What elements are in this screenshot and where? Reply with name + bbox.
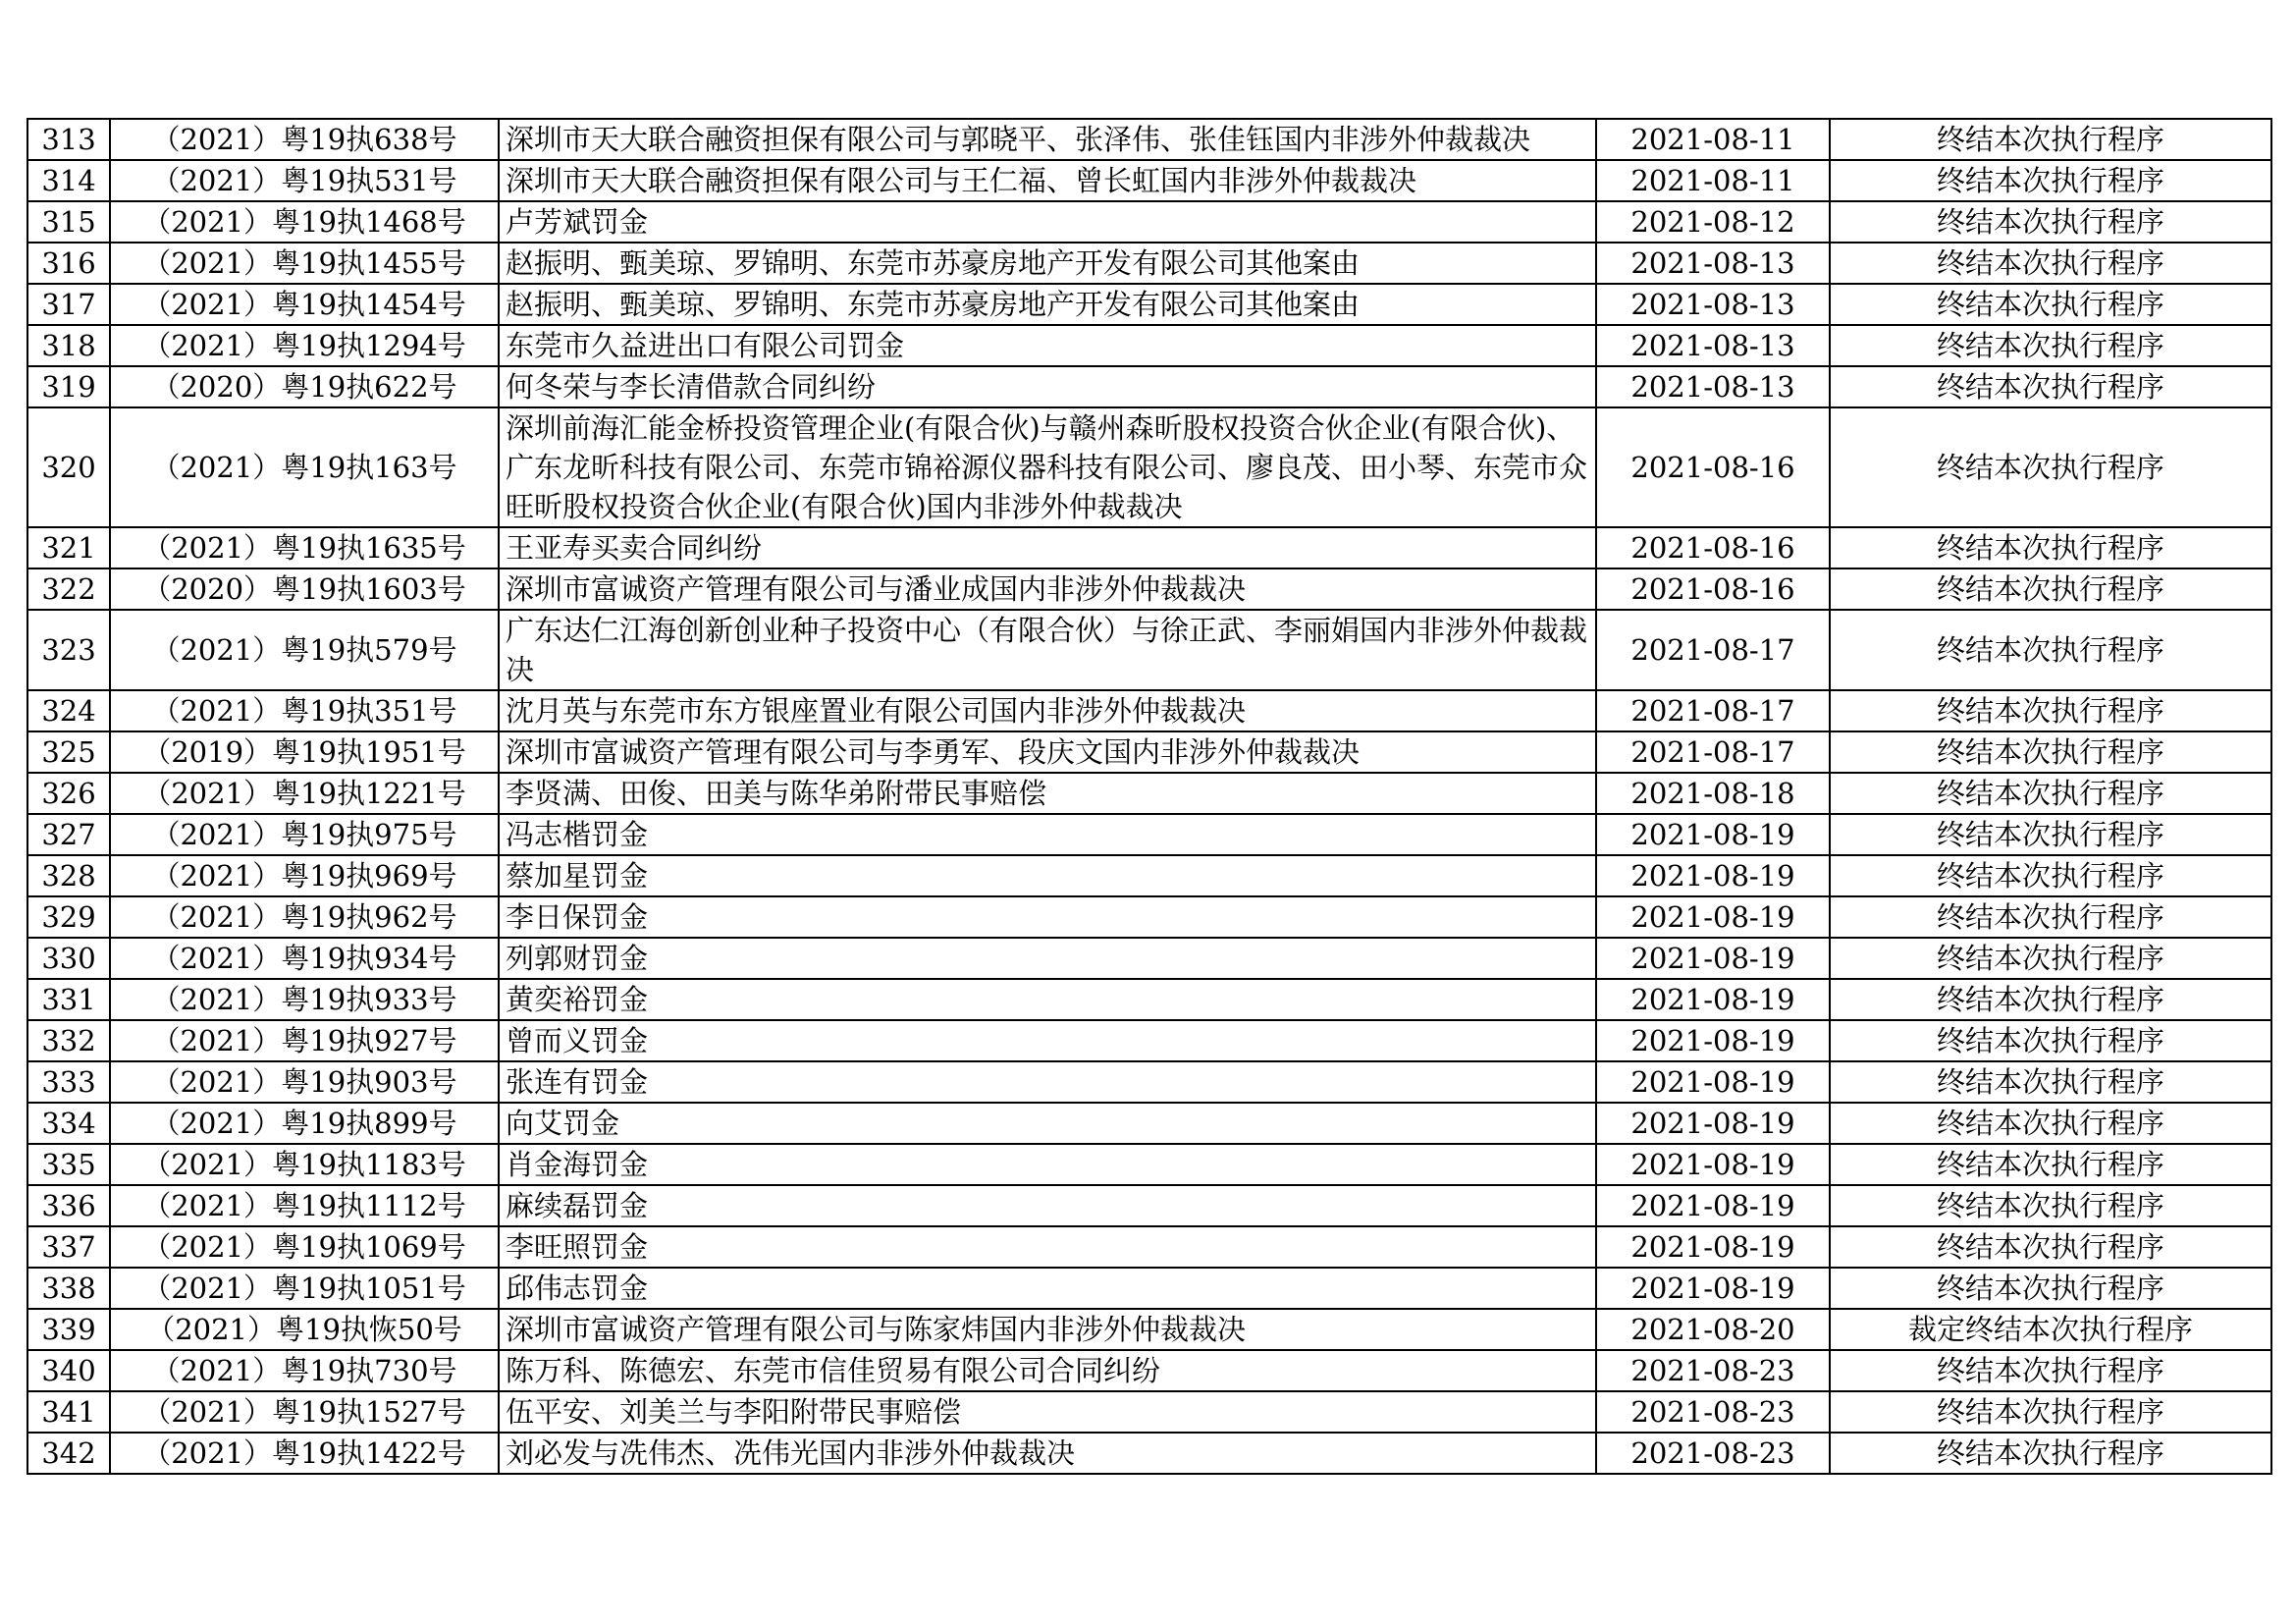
- closing-date: 2021-08-19: [1596, 1144, 1830, 1185]
- row-number: 335: [27, 1144, 110, 1185]
- closing-date: 2021-08-23: [1596, 1391, 1830, 1433]
- case-number: （2021）粤19执1069号: [110, 1226, 499, 1268]
- case-parties: 东莞市久益进出口有限公司罚金: [499, 325, 1596, 366]
- closing-date: 2021-08-19: [1596, 1226, 1830, 1268]
- closing-date: 2021-08-12: [1596, 201, 1830, 243]
- table-row: [27, 568, 2271, 610]
- case-parties: 李日保罚金: [499, 896, 1596, 938]
- row-number: 331: [27, 979, 110, 1020]
- closing-date: 2021-08-18: [1596, 773, 1830, 814]
- closing-result: 终结本次执行程序: [1830, 160, 2271, 201]
- row-number: 319: [27, 366, 110, 407]
- case-number: （2021）粤19执933号: [110, 979, 499, 1020]
- case-parties: 冯志楷罚金: [499, 814, 1596, 855]
- closing-date: 2021-08-19: [1596, 855, 1830, 896]
- closing-result: 终结本次执行程序: [1830, 855, 2271, 896]
- table-row: [27, 731, 2271, 773]
- case-number: （2021）粤19执1468号: [110, 201, 499, 243]
- case-parties: 广东达仁江海创新创业种子投资中心（有限合伙）与徐正武、李丽娟国内非涉外仲裁裁决: [499, 610, 1596, 690]
- closing-date: 2021-08-16: [1596, 527, 1830, 568]
- closing-result: 终结本次执行程序: [1830, 610, 2271, 690]
- closing-date: 2021-08-23: [1596, 1350, 1830, 1391]
- case-number: （2021）粤19执975号: [110, 814, 499, 855]
- closing-date: 2021-08-19: [1596, 1185, 1830, 1226]
- case-parties: 张连有罚金: [499, 1061, 1596, 1103]
- case-parties: 向艾罚金: [499, 1103, 1596, 1144]
- closing-result: 终结本次执行程序: [1830, 1226, 2271, 1268]
- table-row: [27, 1350, 2271, 1391]
- row-number: 329: [27, 896, 110, 938]
- closing-result: 终结本次执行程序: [1830, 1020, 2271, 1061]
- table-row: [27, 1268, 2271, 1309]
- row-number: 341: [27, 1391, 110, 1433]
- case-number: （2021）粤19执1455号: [110, 243, 499, 284]
- case-parties: 伍平安、刘美兰与李阳附带民事赔偿: [499, 1391, 1596, 1433]
- closing-result: 终结本次执行程序: [1830, 1268, 2271, 1309]
- table-row: [27, 1020, 2271, 1061]
- closing-date: 2021-08-19: [1596, 1020, 1830, 1061]
- table-row: [27, 1103, 2271, 1144]
- case-number: （2021）粤19执1635号: [110, 527, 499, 568]
- case-number: （2021）粤19执1112号: [110, 1185, 499, 1226]
- closing-result: 终结本次执行程序: [1830, 773, 2271, 814]
- table-row: [27, 527, 2271, 568]
- case-parties: 深圳市富诚资产管理有限公司与潘业成国内非涉外仲裁裁决: [499, 568, 1596, 610]
- case-parties: 肖金海罚金: [499, 1144, 1596, 1185]
- case-parties: 深圳前海汇能金桥投资管理企业(有限合伙)与赣州森昕股权投资合伙企业(有限合伙)、广东龙昕科技有限公司、东莞市锦裕源仪器科技有限公司、廖良茂、田小琴、东莞市众旺昕股权投资合伙企业(有限合伙)国内非涉外仲裁裁决: [499, 407, 1596, 527]
- closing-result: 终结本次执行程序: [1830, 690, 2271, 731]
- table-body: [27, 119, 2271, 1474]
- closing-result: 终结本次执行程序: [1830, 1185, 2271, 1226]
- row-number: 330: [27, 938, 110, 979]
- row-number: 320: [27, 407, 110, 527]
- case-number: （2021）粤19执恢50号: [110, 1309, 499, 1350]
- closing-date: 2021-08-13: [1596, 325, 1830, 366]
- closing-date: 2021-08-11: [1596, 119, 1830, 160]
- closing-date: 2021-08-19: [1596, 1268, 1830, 1309]
- case-number: （2020）粤19执1603号: [110, 568, 499, 610]
- case-number: （2021）粤19执903号: [110, 1061, 499, 1103]
- case-number: （2021）粤19执969号: [110, 855, 499, 896]
- closing-date: 2021-08-17: [1596, 731, 1830, 773]
- row-number: 322: [27, 568, 110, 610]
- closing-date: 2021-08-17: [1596, 610, 1830, 690]
- closing-result: 终结本次执行程序: [1830, 119, 2271, 160]
- table-row: [27, 1226, 2271, 1268]
- case-number: （2021）粤19执1527号: [110, 1391, 499, 1433]
- row-number: 340: [27, 1350, 110, 1391]
- case-parties: 麻续磊罚金: [499, 1185, 1596, 1226]
- closing-date: 2021-08-16: [1596, 568, 1830, 610]
- closing-date: 2021-08-13: [1596, 243, 1830, 284]
- closing-result: 终结本次执行程序: [1830, 938, 2271, 979]
- case-number: （2021）粤19执531号: [110, 160, 499, 201]
- table-row: [27, 243, 2271, 284]
- closing-result: 终结本次执行程序: [1830, 1144, 2271, 1185]
- row-number: 316: [27, 243, 110, 284]
- table-row: [27, 690, 2271, 731]
- table-row: [27, 1391, 2271, 1433]
- case-parties: 李贤满、田俊、田美与陈华弟附带民事赔偿: [499, 773, 1596, 814]
- table-row: [27, 896, 2271, 938]
- closing-result: 终结本次执行程序: [1830, 814, 2271, 855]
- table-row: [27, 979, 2271, 1020]
- closing-date: 2021-08-19: [1596, 979, 1830, 1020]
- table-row: [27, 160, 2271, 201]
- row-number: 337: [27, 1226, 110, 1268]
- closing-date: 2021-08-19: [1596, 814, 1830, 855]
- table-row: [27, 201, 2271, 243]
- row-number: 332: [27, 1020, 110, 1061]
- case-parties: 黄奕裕罚金: [499, 979, 1596, 1020]
- case-number: （2021）粤19执962号: [110, 896, 499, 938]
- row-number: 324: [27, 690, 110, 731]
- closing-date: 2021-08-11: [1596, 160, 1830, 201]
- case-number: （2021）粤19执638号: [110, 119, 499, 160]
- table-row: [27, 1185, 2271, 1226]
- table-row: [27, 1144, 2271, 1185]
- closing-date: 2021-08-13: [1596, 366, 1830, 407]
- table-row: [27, 1309, 2271, 1350]
- row-number: 321: [27, 527, 110, 568]
- closing-date: 2021-08-19: [1596, 938, 1830, 979]
- case-number: （2021）粤19执934号: [110, 938, 499, 979]
- row-number: 327: [27, 814, 110, 855]
- closing-result: 终结本次执行程序: [1830, 201, 2271, 243]
- closing-result: 终结本次执行程序: [1830, 731, 2271, 773]
- row-number: 318: [27, 325, 110, 366]
- row-number: 326: [27, 773, 110, 814]
- closing-result: 终结本次执行程序: [1830, 243, 2271, 284]
- table-row: [27, 938, 2271, 979]
- closing-result: 终结本次执行程序: [1830, 527, 2271, 568]
- case-number: （2021）粤19执1051号: [110, 1268, 499, 1309]
- case-number: （2021）粤19执579号: [110, 610, 499, 690]
- closing-result: 终结本次执行程序: [1830, 979, 2271, 1020]
- closing-result: 终结本次执行程序: [1830, 568, 2271, 610]
- case-parties: 刘必发与冼伟杰、冼伟光国内非涉外仲裁裁决: [499, 1433, 1596, 1474]
- closing-result: 终结本次执行程序: [1830, 896, 2271, 938]
- row-number: 342: [27, 1433, 110, 1474]
- case-number: （2021）粤19执1454号: [110, 284, 499, 325]
- table-row: [27, 773, 2271, 814]
- closing-date: 2021-08-19: [1596, 1103, 1830, 1144]
- case-parties: 赵振明、甄美琼、罗锦明、东莞市苏豪房地产开发有限公司其他案由: [499, 284, 1596, 325]
- case-number: （2021）粤19执1221号: [110, 773, 499, 814]
- row-number: 333: [27, 1061, 110, 1103]
- closing-result: 终结本次执行程序: [1830, 325, 2271, 366]
- closing-date: 2021-08-20: [1596, 1309, 1830, 1350]
- row-number: 338: [27, 1268, 110, 1309]
- row-number: 325: [27, 731, 110, 773]
- closing-result: 终结本次执行程序: [1830, 1061, 2271, 1103]
- table-row: [27, 1433, 2271, 1474]
- case-number: （2021）粤19执1183号: [110, 1144, 499, 1185]
- case-parties: 沈月英与东莞市东方银座置业有限公司国内非涉外仲裁裁决: [499, 690, 1596, 731]
- closing-result: 终结本次执行程序: [1830, 1391, 2271, 1433]
- case-number: （2019）粤19执1951号: [110, 731, 499, 773]
- case-parties: 王亚寿买卖合同纠纷: [499, 527, 1596, 568]
- table-row: [27, 1061, 2271, 1103]
- case-number: （2020）粤19执622号: [110, 366, 499, 407]
- closing-date: 2021-08-17: [1596, 690, 1830, 731]
- table-row: [27, 119, 2271, 160]
- closing-result: 终结本次执行程序: [1830, 366, 2271, 407]
- row-number: 328: [27, 855, 110, 896]
- case-table: [27, 118, 2272, 1475]
- row-number: 314: [27, 160, 110, 201]
- closing-date: 2021-08-23: [1596, 1433, 1830, 1474]
- row-number: 313: [27, 119, 110, 160]
- closing-result: 终结本次执行程序: [1830, 1350, 2271, 1391]
- case-parties: 深圳市天大联合融资担保有限公司与王仁福、曾长虹国内非涉外仲裁裁决: [499, 160, 1596, 201]
- closing-result: 裁定终结本次执行程序: [1830, 1309, 2271, 1350]
- case-parties: 陈万科、陈德宏、东莞市信佳贸易有限公司合同纠纷: [499, 1350, 1596, 1391]
- table-row: [27, 284, 2271, 325]
- table-row: [27, 855, 2271, 896]
- case-parties: 深圳市天大联合融资担保有限公司与郭晓平、张泽伟、张佳钰国内非涉外仲裁裁决: [499, 119, 1596, 160]
- row-number: 323: [27, 610, 110, 690]
- case-number: （2021）粤19执1294号: [110, 325, 499, 366]
- case-parties: 蔡加星罚金: [499, 855, 1596, 896]
- closing-result: 终结本次执行程序: [1830, 407, 2271, 527]
- case-parties: 曾而义罚金: [499, 1020, 1596, 1061]
- case-parties: 列郭财罚金: [499, 938, 1596, 979]
- case-number: （2021）粤19执899号: [110, 1103, 499, 1144]
- closing-date: 2021-08-13: [1596, 284, 1830, 325]
- closing-result: 终结本次执行程序: [1830, 1433, 2271, 1474]
- case-parties: 何冬荣与李长清借款合同纠纷: [499, 366, 1596, 407]
- closing-date: 2021-08-16: [1596, 407, 1830, 527]
- case-parties: 邱伟志罚金: [499, 1268, 1596, 1309]
- closing-result: 终结本次执行程序: [1830, 284, 2271, 325]
- table-row: [27, 407, 2271, 527]
- case-number: （2021）粤19执163号: [110, 407, 499, 527]
- row-number: 334: [27, 1103, 110, 1144]
- case-number: （2021）粤19执1422号: [110, 1433, 499, 1474]
- case-parties: 深圳市富诚资产管理有限公司与李勇军、段庆文国内非涉外仲裁裁决: [499, 731, 1596, 773]
- case-number: （2021）粤19执730号: [110, 1350, 499, 1391]
- case-parties: 李旺照罚金: [499, 1226, 1596, 1268]
- closing-date: 2021-08-19: [1596, 1061, 1830, 1103]
- row-number: 315: [27, 201, 110, 243]
- table-row: [27, 610, 2271, 690]
- closing-result: 终结本次执行程序: [1830, 1103, 2271, 1144]
- case-parties: 深圳市富诚资产管理有限公司与陈家炜国内非涉外仲裁裁决: [499, 1309, 1596, 1350]
- table-row: [27, 366, 2271, 407]
- table-row: [27, 814, 2271, 855]
- row-number: 317: [27, 284, 110, 325]
- case-number: （2021）粤19执927号: [110, 1020, 499, 1061]
- row-number: 336: [27, 1185, 110, 1226]
- row-number: 339: [27, 1309, 110, 1350]
- case-parties: 赵振明、甄美琼、罗锦明、东莞市苏豪房地产开发有限公司其他案由: [499, 243, 1596, 284]
- case-number: （2021）粤19执351号: [110, 690, 499, 731]
- closing-date: 2021-08-19: [1596, 896, 1830, 938]
- table-row: [27, 325, 2271, 366]
- case-parties: 卢芳斌罚金: [499, 201, 1596, 243]
